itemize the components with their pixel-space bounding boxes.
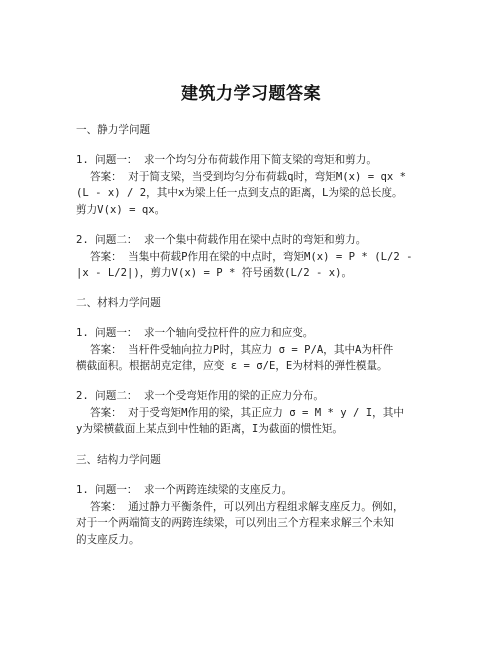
answer-statics-1-line-1: 答案： 对于简支梁，当受到均匀分布荷载q时，弯矩M(x) = qx * [90,171,406,183]
document-title: 建筑力学习题答案 [181,84,321,104]
question-statics-1: 1. 问题一： 求一个均匀分布荷载作用下简支梁的弯矩和剪力。 [76,154,377,166]
answer-structures-1-line-2: 对于一个两端简支的两跨连续梁，可以列出三个方程来求解三个未知 [76,517,394,529]
answer-statics-2-line-1: 答案： 当集中荷载P作用在梁的中点时，弯矩M(x) = P * (L/2 - [90,251,413,263]
answer-materials-1-line-2: 横截面积。根据胡克定律，应变 ε = σ/E，E为材料的弹性模量。 [76,360,388,372]
question-structures-1: 1. 问题一： 求一个两跨连续梁的支座反力。 [76,484,293,496]
answer-structures-1-line-1: 答案： 通过静力平衡条件，可以列出方程组求解支座反力。例如， [90,501,404,513]
answer-structures-1-line-3: 的支座反力。 [76,534,140,546]
section-heading-structures: 三、结构力学问题 [76,454,161,466]
answer-materials-2-line-1: 答案： 对于受弯矩M作用的梁，其正应力 σ = M * y / I，其中 [90,407,404,419]
section-heading-statics: 一、静力学问题 [76,124,151,136]
question-statics-2: 2. 问题二： 求一个集中荷载作用在梁中点时的弯矩和剪力。 [76,234,367,246]
answer-materials-2-line-2: y为梁横截面上某点到中性轴的距离，I为截面的惯性矩。 [76,423,344,435]
answer-statics-1-line-2: (L - x) / 2，其中x为梁上任一点到支点的距离，L为梁的总长度。 [76,187,403,199]
question-materials-1: 1. 问题一： 求一个轴向受拉杆件的应力和应变。 [76,327,314,339]
question-materials-2: 2. 问题二： 求一个受弯矩作用的梁的正应力分布。 [76,390,324,402]
answer-materials-1-line-1: 答案： 当杆件受轴向拉力P时，其应力 σ = P/A，其中A为杆件 [90,344,394,356]
answer-statics-2-line-2: |x - L/2|)，剪力V(x) = P * 符号函数(L/2 - x)。 [76,267,353,279]
section-heading-materials: 二、材料力学问题 [76,297,161,309]
answer-statics-1-line-3: 剪力V(x) = qx。 [76,204,166,216]
